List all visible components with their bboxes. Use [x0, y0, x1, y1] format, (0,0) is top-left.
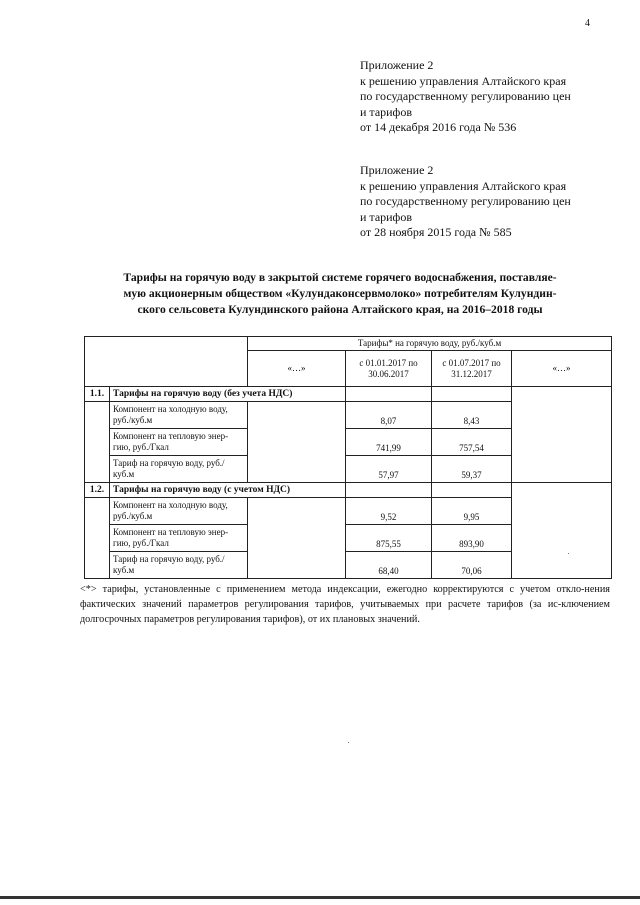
tariffs-table	[84, 336, 612, 579]
title-line: мую акционерным обществом «Кулундаконсервмолоко» потребителям Кулундин-	[123, 287, 557, 300]
tariff-value: 70,06	[432, 552, 512, 579]
appendix-line: по государственному регулированию цен	[360, 89, 571, 103]
scan-bottom-edge	[0, 896, 640, 899]
component-label: Компонент на тепловую энер-гию, руб./Гкал	[110, 429, 248, 456]
section-title: Тарифы на горячую воду (без учета НДС)	[110, 387, 346, 402]
tariff-value: 8,43	[432, 402, 512, 429]
footnote: <*> тарифы, установленные с применением метода индексации, ежегодно корректируются с учетом откло-нения фактических значений параметров регулирования тарифов, учитываемых при расчете тарифов (за ис-ключением долгосрочных параметров регулирования тарифов), от их плановых значений.	[80, 584, 610, 625]
tariff-value: 59,37	[432, 456, 512, 483]
appendix-line: к решению управления Алтайского края	[360, 178, 567, 193]
appendix-current	[360, 58, 610, 136]
appendix-line: к решению управления Алтайского края	[360, 73, 567, 88]
component-label: Компонент на холодную воду, руб./куб.м	[110, 402, 248, 429]
component-label: Тариф на горячую воду, руб./куб.м	[110, 456, 248, 483]
table-cell	[248, 498, 346, 579]
table-header-empty	[85, 337, 248, 387]
appendix-line: по государственному регулированию цен	[360, 194, 571, 208]
table-cell	[432, 387, 512, 402]
tariff-value: 68,40	[346, 552, 432, 579]
table-cell	[346, 387, 432, 402]
tariff-value: 9,95	[432, 498, 512, 525]
table-cell	[512, 483, 612, 579]
tariff-value: 57,97	[346, 456, 432, 483]
component-label: Компонент на холодную воду, руб./куб.м	[110, 498, 248, 525]
tariff-value: 893,90	[432, 525, 512, 552]
table-cell	[85, 402, 110, 483]
title-line: ского сельсовета Кулундинского района Алтайского края, на 2016–2018 годы	[137, 303, 543, 316]
tariff-value: 875,55	[346, 525, 432, 552]
document-title	[80, 270, 600, 318]
scan-speck	[568, 553, 569, 554]
component-label: Тариф на горячую воду, руб./куб.м	[110, 552, 248, 579]
appendix-line: и тарифов	[360, 209, 413, 224]
period-header: с 01.01.2017 по 30.06.2017	[346, 351, 432, 387]
appendix-line: и тарифов	[360, 104, 413, 119]
tariff-value: 8,07	[346, 402, 432, 429]
appendix-line: Приложение 2	[360, 58, 434, 72]
section-number: 1.1.	[85, 387, 110, 402]
table-cell	[512, 387, 612, 483]
page-number: 4	[585, 18, 590, 29]
period-header: «…»	[248, 351, 346, 387]
appendix-line: Приложение 2	[360, 163, 434, 177]
table-cell	[248, 402, 346, 483]
appendix-line: от 28 ноября 2015 года № 585	[360, 225, 512, 239]
table-cell	[85, 498, 110, 579]
period-header: «…»	[512, 351, 612, 387]
tariff-value: 9,52	[346, 498, 432, 525]
tariff-value: 757,54	[432, 429, 512, 456]
scan-speck	[348, 742, 349, 743]
component-label: Компонент на тепловую энер-гию, руб./Гкал	[110, 525, 248, 552]
section-title: Тарифы на горячую воду (с учетом НДС)	[110, 483, 346, 498]
tariff-value: 741,99	[346, 429, 432, 456]
appendix-line: от 14 декабря 2016 года № 536	[360, 120, 517, 134]
period-header: с 01.07.2017 по 31.12.2017	[432, 351, 512, 387]
section-number: 1.2.	[85, 483, 110, 498]
title-line: Тарифы на горячую воду в закрытой системе горячего водоснабжения, поставляе-	[123, 271, 557, 284]
appendix-previous	[360, 163, 610, 241]
table-header-group: Тарифы* на горячую воду, руб./куб.м	[248, 337, 612, 351]
table-cell	[346, 483, 432, 498]
table-cell	[432, 483, 512, 498]
